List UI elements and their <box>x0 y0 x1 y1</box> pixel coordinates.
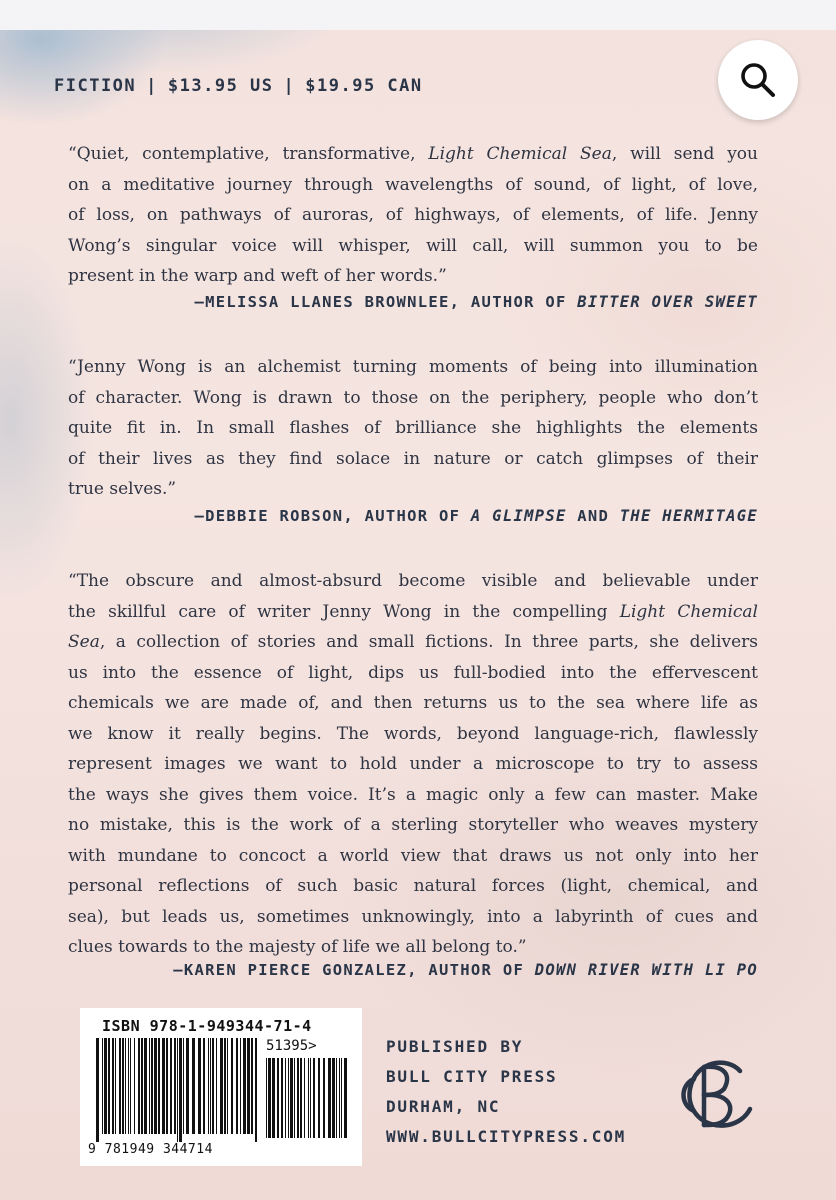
barcode-bar <box>220 1038 223 1134</box>
blurb-line: of character. Wong is drawn to those on the periphery, people who don’t <box>68 387 758 408</box>
top-strip <box>0 0 836 30</box>
blurb-line: no mistake, this is the work of a sterling storyteller who weaves mystery <box>68 815 758 835</box>
italic-title: A GLIMPSE <box>470 507 567 525</box>
barcode-bar <box>130 1038 131 1134</box>
barcode-bar <box>115 1038 116 1134</box>
barcode-bar <box>158 1038 160 1134</box>
magnifier-icon <box>738 60 778 100</box>
blurb-line: on a meditative journey through wavelengths of sound, of light, of love, <box>68 174 758 195</box>
italic-title: Light Chemical <box>619 601 758 622</box>
barcode-bar <box>166 1038 168 1134</box>
attribution-1: —MELISSA LLANES BROWNLEE, AUTHOR OF BITTER OVER SWEET <box>194 293 758 311</box>
barcode-bar <box>108 1038 110 1134</box>
barcode-bar <box>313 1058 315 1138</box>
barcode-bar <box>277 1058 279 1138</box>
barcode-bar <box>183 1038 184 1134</box>
barcode-bar <box>216 1038 217 1134</box>
barcode-bar <box>151 1038 153 1134</box>
bull-city-press-monogram-icon <box>670 1045 766 1145</box>
barcode-bar <box>144 1038 147 1134</box>
barcode-bar <box>170 1038 172 1134</box>
barcode-bar <box>174 1038 176 1134</box>
barcode-bar <box>210 1038 211 1134</box>
blurb-line: with mundane to concoct a world view that draws us not only into her <box>68 845 758 866</box>
barcode-bar <box>102 1038 103 1134</box>
barcode-bar <box>336 1058 337 1138</box>
genre-label: FICTION <box>54 76 137 96</box>
barcode-bar <box>332 1058 335 1138</box>
isbn-label: ISBN 978-1-949344-71-4 <box>102 1017 312 1035</box>
ean-digits: 9 781949 344714 <box>88 1142 213 1157</box>
barcode-bar <box>318 1058 320 1138</box>
barcode-bar <box>162 1038 165 1134</box>
blurb-line: “Jenny Wong is an alchemist turning moments of being into illumination <box>68 357 758 377</box>
barcode-bar <box>255 1038 257 1142</box>
barcode-bar <box>112 1038 114 1134</box>
barcode-bar <box>141 1038 143 1134</box>
barcode-bar <box>138 1038 140 1134</box>
barcode-bar <box>122 1038 124 1134</box>
italic-title: THE HERMITAGE <box>619 507 758 525</box>
barcode-bar <box>104 1038 107 1134</box>
blurb-line: clues towards to the majesty of life we all belong to.” <box>68 937 527 957</box>
blurb-line: us into the essence of light, dips us full-bodied into the effervescent <box>68 662 758 683</box>
italic-title: BITTER OVER SWEET <box>577 293 758 311</box>
blurb-line: true selves.” <box>68 479 177 499</box>
barcode-bar <box>268 1058 271 1138</box>
italic-title: DOWN RIVER WITH LI PO <box>534 961 758 979</box>
blurb-line: present in the warp and weft of her words.” <box>68 266 447 286</box>
barcode-bar <box>300 1058 302 1138</box>
barcode-bar <box>224 1038 226 1134</box>
ean-barcode <box>96 1038 258 1142</box>
search-button[interactable] <box>718 40 798 120</box>
barcode-bar <box>290 1058 293 1138</box>
barcode-bar <box>149 1038 150 1134</box>
price-line <box>54 76 423 96</box>
barcode-bar <box>227 1038 228 1134</box>
blurb-line: sea), but leads us, sometimes unknowingly, into a labyrinth of cues and <box>68 906 758 927</box>
barcode-bar <box>134 1038 135 1134</box>
italic-title: Sea <box>68 632 100 652</box>
barcode-bar <box>266 1058 267 1138</box>
barcode-bar <box>247 1038 250 1134</box>
blurb-line: chemicals we are made of, and then returns us to the sea where life as <box>68 693 758 713</box>
publisher-line: BULL CITY PRESS <box>386 1067 558 1086</box>
blurb-line: the ways she gives them voice. It’s a magic only a few can master. Make <box>68 784 758 805</box>
publisher-line: DURHAM, NC <box>386 1097 501 1116</box>
barcode-bar <box>344 1058 347 1138</box>
blurb-line: of their lives as they find solace in nature or catch glimpses of their <box>68 448 758 469</box>
barcode-panel <box>80 1008 362 1166</box>
barcode-bar <box>96 1038 99 1142</box>
blurb-1 <box>68 139 758 292</box>
blurb-2 <box>68 352 758 505</box>
attribution-3: —KAREN PIERCE GONZALEZ, AUTHOR OF DOWN RIVER WITH LI PO <box>173 961 758 979</box>
barcode-bar <box>272 1058 275 1138</box>
barcode-bar <box>203 1038 205 1134</box>
barcode-bar <box>236 1038 238 1134</box>
publisher-block <box>386 1032 626 1152</box>
price-us: $13.95 US <box>167 76 274 96</box>
barcode-bar <box>281 1058 283 1138</box>
blurb-line: of loss, on pathways of auroras, of highways, of elements, of life. Jenny <box>68 205 758 225</box>
blurb-line: the skillful care of writer Jenny Wong in the compelling Light Chemical <box>68 601 758 622</box>
barcode-bar <box>119 1038 121 1134</box>
separator: | <box>283 76 296 96</box>
blurb-line: “Quiet, contemplative, transformative, Light Chemical Sea, will send you <box>68 144 758 164</box>
barcode-bar <box>294 1058 295 1138</box>
separator: | <box>146 76 158 96</box>
barcode-bar <box>212 1038 214 1134</box>
barcode-bar <box>154 1038 157 1134</box>
price-can: $19.95 CAN <box>305 76 423 96</box>
blurb-3 <box>68 566 758 963</box>
blurb-line: Sea, a collection of stories and small fictions. In three parts, she delivers <box>68 632 758 652</box>
barcode-bar <box>179 1038 182 1142</box>
barcode-bar <box>251 1038 253 1134</box>
publisher-url[interactable]: WWW.BULLCITYPRESS.COM <box>386 1127 627 1146</box>
blurb-line: quite fit in. In small flashes of brilliance she highlights the elements <box>68 418 758 438</box>
barcode-bar <box>285 1058 286 1138</box>
barcode-bar <box>198 1038 201 1134</box>
barcode-bar <box>177 1038 178 1142</box>
barcode-bar <box>297 1058 299 1138</box>
price-code: 51395> <box>266 1038 317 1054</box>
blurb-line: represent images we want to hold under a microscope to try to assess <box>68 754 758 774</box>
barcode-bar <box>243 1038 246 1134</box>
attribution-2: —DEBBIE ROBSON, AUTHOR OF A GLIMPSE AND THE HERMITAGE <box>194 507 758 525</box>
barcode-bar <box>186 1038 189 1134</box>
barcode-bar <box>341 1058 342 1138</box>
publisher-line: PUBLISHED BY <box>386 1037 524 1056</box>
barcode-bar <box>308 1058 309 1138</box>
barcode-bar <box>323 1058 325 1138</box>
barcode-bar <box>310 1058 311 1138</box>
barcode-bar <box>288 1058 289 1138</box>
blurb-line: personal reflections of such basic natural forces (light, chemical, and <box>68 876 758 896</box>
barcode-bar <box>240 1038 241 1134</box>
barcode-bar <box>339 1058 340 1138</box>
price-barcode <box>266 1058 350 1146</box>
barcode-bar <box>128 1038 129 1134</box>
italic-title: Light Chemical Sea <box>428 144 612 164</box>
barcode-bar <box>328 1058 331 1138</box>
blurb-line: Wong’s singular voice will whisper, will call, will summon you to be <box>68 235 758 256</box>
barcode-bar <box>231 1038 233 1134</box>
blurb-line: “The obscure and almost-absurd become visible and believable under <box>68 571 758 591</box>
barcode-bar <box>125 1038 126 1134</box>
blurb-line: we know it really begins. The words, beyond language-rich, flawlessly <box>68 723 758 744</box>
barcode-bar <box>192 1038 195 1134</box>
barcode-bar <box>304 1058 305 1138</box>
barcode-bar <box>208 1038 209 1134</box>
